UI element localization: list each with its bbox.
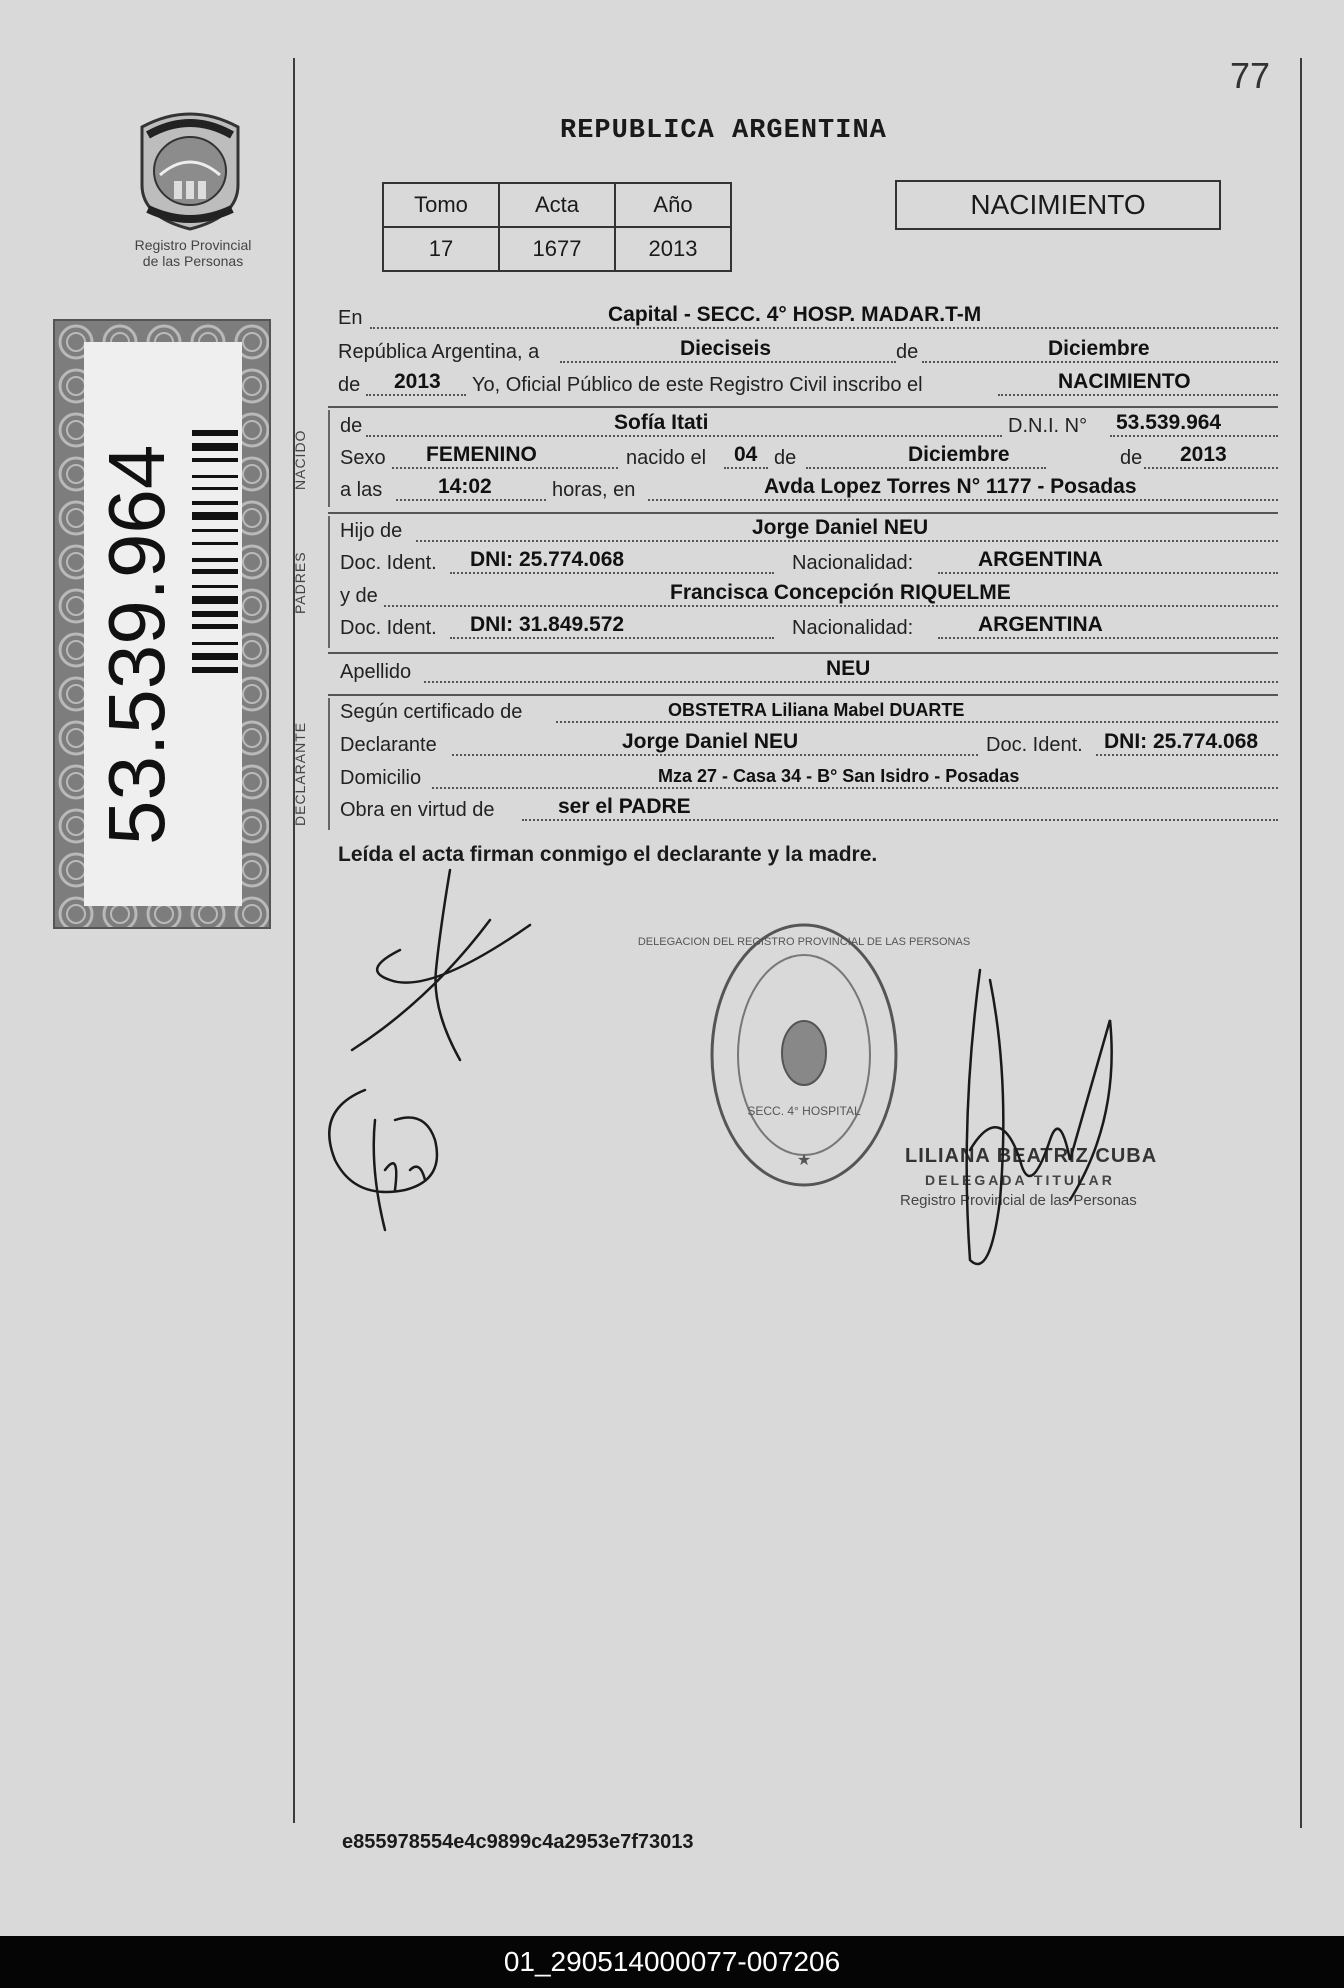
dotted-leader: [560, 361, 896, 363]
registry-table: [382, 182, 732, 272]
barcode-bar: [192, 458, 238, 462]
label-hijo-de: Hijo de: [340, 520, 403, 542]
officer-role: DELEGADA TITULAR: [925, 1172, 1115, 1188]
form-row-sex-birth: [338, 443, 1278, 476]
section-divider: [328, 406, 1278, 408]
form-row-name: [338, 411, 1278, 444]
label-apellido: Apellido: [340, 661, 412, 683]
dotted-leader: [424, 681, 1278, 683]
dotted-leader: [556, 721, 1278, 723]
value-sex: FEMENINO: [426, 443, 537, 466]
label-segun-certificado: Según certificado de: [340, 701, 523, 723]
label-de-name: de: [340, 415, 363, 437]
label-de: de: [896, 341, 919, 363]
dotted-leader: [384, 605, 1278, 607]
label-nacido-el: nacido el: [626, 447, 707, 469]
svg-text:★: ★: [796, 1152, 812, 1169]
dotted-leader: [648, 499, 1278, 501]
value-father-doc: DNI: 25.774.068: [470, 548, 625, 571]
label-sexo: Sexo: [340, 447, 386, 469]
form-row-address: [338, 766, 1278, 796]
registry-value-acta: 1677: [499, 227, 615, 271]
official-seal: [637, 915, 971, 1195]
footer-code: 01_290514000077-007206: [503, 1946, 841, 1977]
form-row-certificate: [338, 700, 1278, 730]
officer-office: Registro Provincial de las Personas: [900, 1192, 1137, 1209]
value-mother-doc: DNI: 31.849.572: [470, 613, 625, 636]
form-row-surname: [338, 657, 1278, 690]
label-republica: República Argentina, a: [338, 341, 540, 363]
label-obra: Obra en virtud de: [340, 799, 495, 821]
value-declarant-name: Jorge Daniel NEU: [622, 730, 799, 753]
organization-label: [118, 237, 268, 269]
barcode-number: 53.539.964: [92, 444, 181, 845]
value-declarant-doc: DNI: 25.774.068: [1104, 730, 1259, 753]
section-bar-nacido: [328, 410, 330, 507]
dotted-leader: [522, 819, 1278, 821]
form-row-event: [338, 370, 1278, 403]
registry-header-acta: Acta: [499, 183, 615, 227]
barcode-bar: [192, 611, 238, 617]
barcode-bar: [192, 558, 238, 562]
value-birth-time: 14:02: [438, 475, 492, 498]
barcode-bar: [192, 430, 238, 436]
value-father-name: Jorge Daniel NEU: [752, 516, 929, 539]
label-declarante: Declarante: [340, 734, 437, 756]
value-birth-month: Diciembre: [908, 443, 1010, 466]
barcode-bar: [192, 542, 238, 545]
value-father-nationality: ARGENTINA: [978, 548, 1103, 571]
value-mother-nationality: ARGENTINA: [978, 613, 1103, 636]
value-birth-place: Avda Lopez Torres N° 1177 - Posadas: [764, 475, 1137, 498]
left-margin-line: [293, 58, 295, 1823]
label-nacionalidad: Nacionalidad:: [792, 617, 914, 639]
organization-line2: de las Personas: [142, 253, 244, 269]
form-row-date: [338, 337, 1278, 370]
label-doc-ident-declarant: Doc. Ident.: [986, 734, 1083, 756]
barcode-bar: [192, 475, 238, 478]
form-row-declarant: [338, 730, 1278, 763]
seal-ring-text: DELEGACION DEL REGISTRO PROVINCIAL DE LAS PERSONAS: [637, 936, 971, 948]
label-nacionalidad: Nacionalidad:: [792, 552, 914, 574]
section-label-declarante: DECLARANTE: [292, 721, 308, 826]
label-de-month: de: [774, 447, 797, 469]
value-child-name: Sofía Itati: [614, 411, 709, 434]
section-divider: [328, 512, 1278, 514]
section-label-nacido: NACIDO: [292, 429, 308, 490]
barcode-bar: [192, 585, 238, 588]
value-address: Mza 27 - Casa 34 - B° San Isidro - Posadas: [658, 766, 1020, 786]
dotted-leader: [938, 637, 1278, 639]
page-title: REPUBLICA ARGENTINA: [560, 116, 887, 146]
dotted-leader: [396, 499, 546, 501]
value-birth-day: 04: [734, 443, 758, 466]
province-emblem-icon: [134, 105, 246, 231]
barcode-label: [54, 320, 270, 928]
barcode-bar: [192, 443, 238, 451]
record-type-box: NACIMIENTO: [895, 180, 1221, 230]
dotted-leader: [1110, 435, 1278, 437]
barcode-bar: [192, 501, 238, 505]
dotted-leader: [432, 787, 1278, 789]
label-y-de: y de: [340, 585, 378, 607]
label-dni: D.N.I. N°: [1008, 415, 1088, 437]
label-official-text: Yo, Oficial Público de este Registro Civil inscribo el: [472, 374, 923, 396]
value-birth-year: 2013: [1180, 443, 1227, 466]
dotted-leader: [366, 394, 466, 396]
value-month: Diciembre: [1048, 337, 1150, 360]
dotted-leader: [922, 361, 1278, 363]
barcode-bar: [192, 596, 238, 604]
value-surname: NEU: [826, 657, 871, 680]
value-event: NACIMIENTO: [1058, 370, 1191, 393]
form-row-mother: [338, 581, 1278, 614]
barcode-bar: [192, 653, 238, 660]
label-de-year: de: [338, 374, 361, 396]
form-row-obra: [338, 795, 1278, 828]
page-number: 77: [1230, 55, 1271, 96]
mother-signature: [325, 1080, 465, 1240]
seal-inner-text: SECC. 4° HOSPITAL: [747, 1104, 861, 1118]
dotted-leader: [370, 327, 1278, 329]
dotted-leader: [416, 540, 1278, 542]
label-doc-ident: Doc. Ident.: [340, 552, 437, 574]
value-registration-place: Capital - SECC. 4° HOSP. MADAR.T-M: [608, 303, 982, 326]
barcode-bar: [192, 667, 238, 673]
label-doc-ident: Doc. Ident.: [340, 617, 437, 639]
organization-line1: Registro Provincial: [134, 237, 252, 253]
label-a-las: a las: [340, 479, 383, 501]
value-day-words: Dieciseis: [680, 337, 772, 360]
label-de-year2: de: [1120, 447, 1143, 469]
registry-value-ano: 2013: [615, 227, 731, 271]
dotted-leader: [938, 572, 1278, 574]
registry-header-tomo: Tomo: [383, 183, 499, 227]
barcode-bar: [192, 512, 238, 520]
value-certificate: OBSTETRA Liliana Mabel DUARTE: [668, 700, 965, 720]
right-margin-line: [1300, 58, 1302, 1828]
barcode-bar: [192, 569, 238, 574]
document-hash: e855978554e4c9899c4a2953e7f73013: [342, 1831, 694, 1853]
form-row-mother-doc: [338, 613, 1278, 646]
registry-header-ano: Año: [615, 183, 731, 227]
form-row-place: [338, 303, 1278, 336]
footer-code-bar: [0, 1936, 1344, 1988]
section-bar-padres: [328, 516, 330, 648]
form-row-father-doc: [338, 548, 1278, 581]
dotted-leader: [452, 754, 978, 756]
section-divider: [328, 652, 1278, 654]
dotted-leader: [998, 394, 1278, 396]
dotted-leader: [806, 467, 1046, 469]
value-child-dni: 53.539.964: [1116, 411, 1222, 434]
form-row-time-place: [338, 475, 1278, 508]
dotted-leader: [450, 637, 774, 639]
dotted-leader: [1144, 467, 1278, 469]
dotted-leader: [450, 572, 774, 574]
label-horas-en: horas, en: [552, 479, 636, 501]
barcode-bar: [192, 624, 238, 629]
value-year: 2013: [394, 370, 441, 393]
dotted-leader: [366, 435, 1002, 437]
value-mother-name: Francisca Concepción RIQUELME: [670, 581, 1011, 604]
label-domicilio: Domicilio: [340, 767, 422, 789]
dotted-leader: [724, 467, 768, 469]
registry-value-tomo: 17: [383, 227, 499, 271]
barcode-bar: [192, 642, 238, 645]
declarant-signature: [340, 860, 540, 1080]
dotted-leader: [1096, 754, 1278, 756]
barcode-bar: [192, 529, 238, 532]
section-divider: [328, 694, 1278, 696]
officer-name: LILIANA BEATRIZ CUBA: [905, 1145, 1158, 1167]
label-en: En: [338, 307, 363, 329]
section-label-padres: PADRES: [292, 551, 308, 614]
dotted-leader: [392, 467, 618, 469]
section-bar-declarante: [328, 698, 330, 830]
form-row-father: [338, 516, 1278, 549]
barcode-bar: [192, 487, 238, 490]
closing-statement: Leída el acta firman conmigo el declarante y la madre.: [338, 843, 878, 866]
value-obra: ser el PADRE: [558, 795, 691, 818]
officer-signature: [950, 960, 1130, 1290]
